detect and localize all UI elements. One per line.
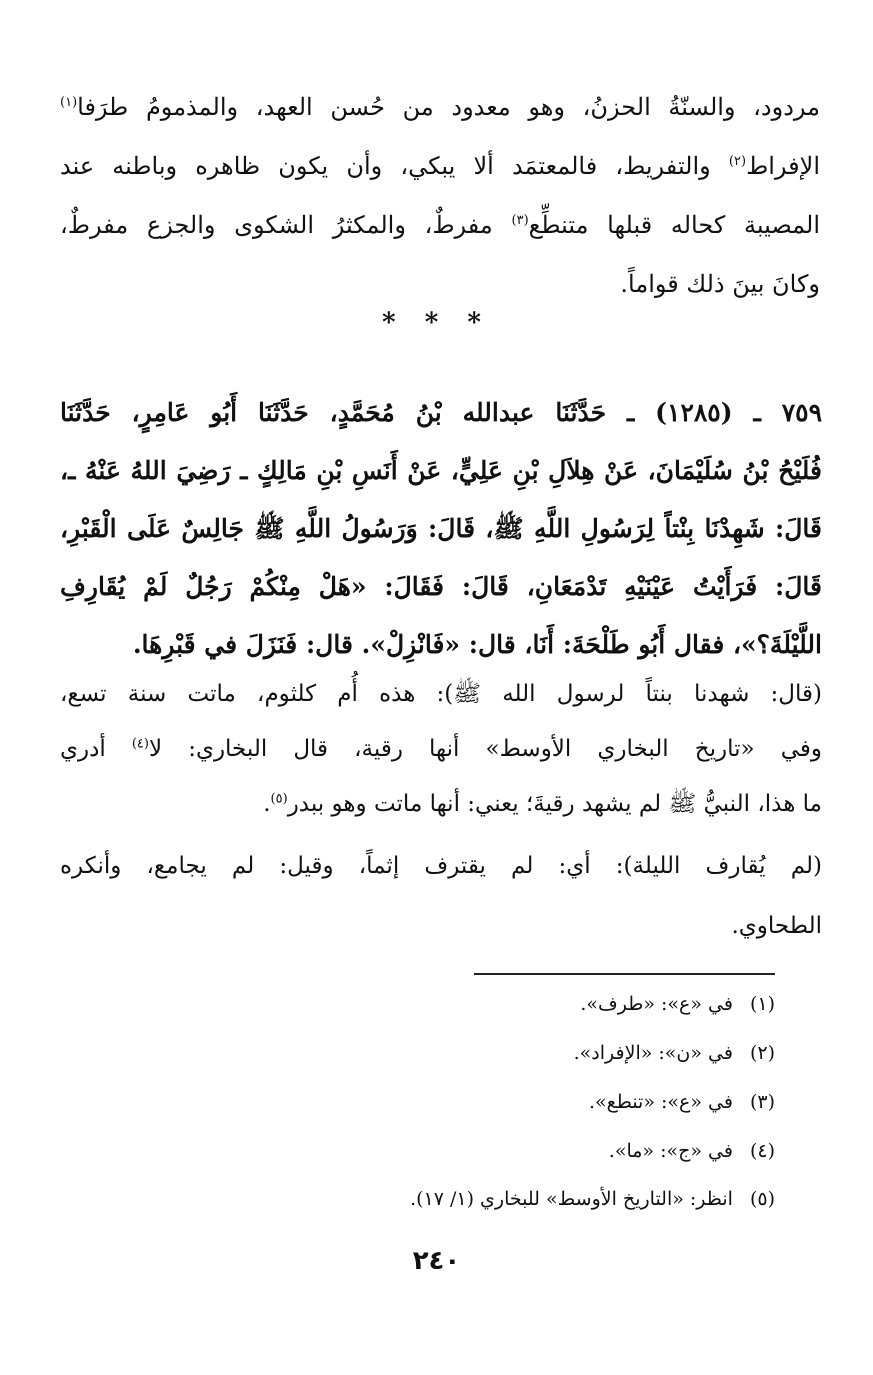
text-line: فُلَيْحُ بْنُ سُلَيْمَانَ، عَنْ هِلاَلِ بْنِ عَلِيٍّ، عَنْ أَنَسِ بْنِ مَالِكٍ ـ رَضِيَ اللهُ عَنْهُ ـ، <box>60 456 822 485</box>
footnote-text: في «ع»: «تنطع». <box>588 1091 733 1113</box>
text-line: قَالَ: شَهِدْنَا بِنْتاً لِرَسُولِ اللَّهِ ﷺ، قَالَ: وَرَسُولُ اللَّهِ ﷺ جَالِسٌ عَلَى الْقَبْرِ، <box>60 514 822 543</box>
text-line: (لم يُقارف الليلة): أي: لم يقترف إثماً، وقيل: لم يجامع، وأنكره <box>60 853 822 879</box>
footnote-text: في «ج»: «ما». <box>608 1140 733 1162</box>
text-line: ما هذا، النبيُّ ﷺ لم يشهد رقيةَ؛ يعني: أنها ماتت وهو ببدر$^{(٥)}$. <box>263 791 822 817</box>
text-line: الإفراط$^{(٢)}$ والتفريط، فالمعتمَد ألا يبكي، وأن يكون ظاهره وباطنه عند <box>60 152 820 180</box>
footnote-number: (٣) <box>749 1091 775 1113</box>
footnote-text: في «ع»: «طرف». <box>580 993 733 1015</box>
footnote-number: (٥) <box>749 1188 775 1210</box>
footnote-number: (٢) <box>749 1042 775 1064</box>
paragraph-mourning-discussion <box>60 78 820 314</box>
footnote <box>95 1140 775 1162</box>
commentary-daughter <box>60 667 822 832</box>
footnote-marker: (٥) <box>270 791 288 807</box>
footnote <box>95 1091 775 1113</box>
footnote-marker: (١) <box>60 95 78 110</box>
footnote-number: (٤) <box>749 1140 775 1162</box>
text-line: وكانَ بينَ ذلك قواماً. <box>620 270 820 298</box>
text-line: اللَّيْلَةَ؟»، فقال أَبُو طَلْحَةَ: أَنَا، قال: «فَانْزِلْ». قال: فَنَزَلَ في قَبْرِهَا. <box>132 630 822 659</box>
footnote-number: (١) <box>749 993 775 1015</box>
footnote-marker: (٢) <box>728 154 747 169</box>
footnote <box>95 1188 775 1210</box>
footnote <box>95 993 775 1015</box>
footnote-divider <box>474 973 775 975</box>
hadith-text <box>60 384 822 674</box>
text-line: (قال: شهدنا بنتاً لرسول الله ﷺ): هذه أُم كلثوم، ماتت سنة تسع، <box>60 681 822 707</box>
footnote-marker: (٤) <box>131 736 149 752</box>
text-line: ٧٥٩ ـ (١٢٨٥) ـ حَدَّثَنَا عبدالله بْنُ مُحَمَّدٍ، حَدَّثَنَا أَبُو عَامِرٍ، حَدَّثَنَا <box>60 398 822 427</box>
text-line: مردود، والسنّةُ الحزنُ، وهو معدود من حُسن العهد، والمذمومُ طرَفا$^{(١)}$ <box>60 93 820 121</box>
section-separator: * * * <box>382 308 491 338</box>
footnote-text: في «ن»: «الإفراد». <box>573 1042 733 1064</box>
text-line: المصيبة كحاله قبلها متنطِّع$^{(٣)}$ مفرطٌ، والمكثرُ الشكوى والجزع مفرطٌ، <box>60 211 820 239</box>
commentary-yuqarif <box>60 836 822 956</box>
text-line: الطحاوي. <box>731 913 822 939</box>
footnote-marker: (٣) <box>511 213 529 228</box>
text-line: وفي «تاريخ البخاري الأوسط» أنها رقية، قال البخاري: لا$^{(٤)}$ أدري <box>60 736 822 762</box>
footnote-text: انظر: «التاريخ الأوسط» للبخاري (١/ ١٧). <box>410 1188 733 1210</box>
text-line: قَالَ: فَرَأَيْتُ عَيْنَيْهِ تَدْمَعَانِ، قَالَ: فَقَالَ: «هَلْ مِنْكُمْ رَجُلٌ لَمْ يُقَارِفِ <box>60 572 822 601</box>
page-number: ٢٤٠ <box>412 1246 461 1276</box>
footnote <box>95 1042 775 1064</box>
